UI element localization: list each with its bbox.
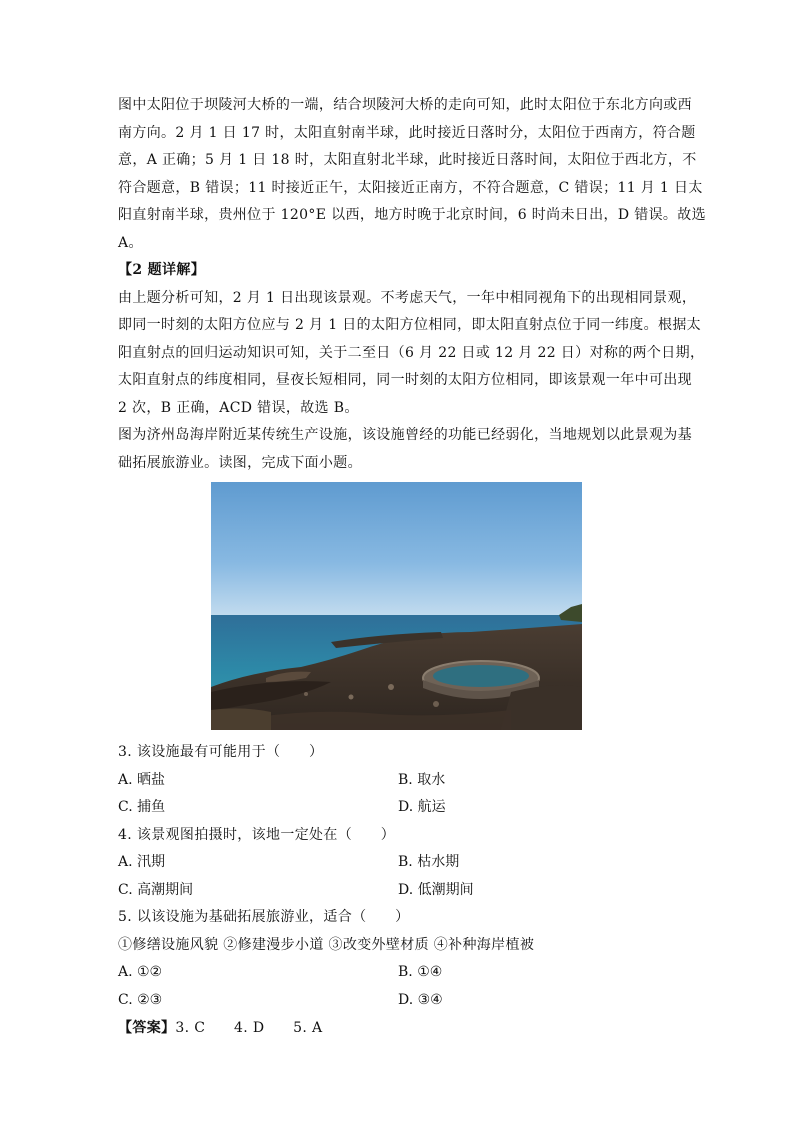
text-line: 2 次，B 正确，ACD 错误，故选 B。 [118, 399, 359, 416]
document-page [118, 92, 706, 1043]
options-row [118, 767, 678, 795]
option-a: A. 汛期 [118, 854, 166, 870]
option-b: B. 枯水期 [398, 854, 460, 870]
photo-illustration [211, 482, 582, 730]
answer-line [118, 1015, 678, 1043]
text-line: A。 [118, 234, 143, 251]
paragraph-intro [118, 422, 692, 477]
option-a: A. 晒盐 [118, 771, 166, 788]
text-line: 阳直射南半球，贵州位于 120°E 以西，地方时晚于北京时间，6 时尚未日出，D 错误。故选 [118, 207, 706, 223]
coastal-facility-photo [211, 482, 582, 730]
option-b: B. ①④ [398, 964, 443, 980]
answer-text: 3. C 4. D 5. A [175, 1020, 323, 1036]
options-row [118, 987, 678, 1015]
question-3 [118, 739, 678, 822]
text-line: 图为济州岛海岸附近某传统生产设施，该设施曾经的功能已经弱化，当地规划以此景观为基 [118, 427, 692, 443]
text-line: 即同一时刻的太阳方位应与 2 月 1 日的太阳方位相同，即太阳直射点位于同一纬度。根据太 [118, 317, 702, 333]
text-line: 意，A 正确；5 月 1 日 18 时，太阳直射北半球，此时接近日落时间，太阳位于西北方，不 [118, 152, 697, 168]
option-d: D. ③④ [398, 991, 443, 1008]
options-row [118, 794, 678, 822]
option-a: A. ①② [118, 964, 163, 980]
text-line: 阳直射点的回归运动知识可知，关于二至日（6 月 22 日或 12 月 22 日）对称的两个日期， [118, 344, 705, 361]
option-c: C. ②③ [118, 991, 163, 1008]
section-heading-q2: 【2 题详解】 [118, 262, 206, 278]
text-line: 由上题分析可知，2 月 1 日出现该景观。不考虑天气，一年中相同视角下的出现相同景观， [118, 289, 697, 306]
text-line: 符合题意，B 错误；11 时接近正午，太阳接近正南方，不符合题意，C 错误；11 月 1 日太 [118, 179, 703, 196]
paragraph-q1-explanation [118, 92, 706, 257]
options-row [118, 959, 678, 987]
options-row [118, 849, 678, 877]
question-4 [118, 822, 678, 905]
question-stem: 4. 该景观图拍摄时，该地一定处在（ ） [118, 826, 396, 843]
text-line: 南方向。2 月 1 日 17 时，太阳直射南半球，此时接近日落时分，太阳位于西南方，符合题 [118, 124, 696, 141]
paragraph-q2-explanation [118, 285, 705, 423]
question-statements: ①修缮设施风貌 ②修建漫步小道 ③改变外壁材质 ④补种海岸植被 [118, 936, 535, 953]
question-stem: 3. 该设施最有可能用于（ ） [118, 744, 324, 760]
option-b: B. 取水 [398, 771, 446, 788]
figure-container [118, 477, 678, 739]
text-line: 太阳直射点的纬度相同，昼夜长短相同，同一时刻的太阳方位相同，即该景观一年中可出现 [118, 372, 692, 388]
text-line: 础拓展旅游业。读图，完成下面小题。 [118, 454, 362, 471]
text-line: 图中太阳位于坝陵河大桥的一端，结合坝陵河大桥的走向可知，此时太阳位于东北方向或西 [118, 97, 692, 113]
answer-label: 【答案】 [118, 1020, 176, 1036]
option-d: D. 航运 [398, 799, 446, 815]
options-row [118, 877, 678, 905]
option-c: C. 高潮期间 [118, 881, 194, 898]
question-stem: 5. 以该设施为基础拓展旅游业，适合（ ） [118, 909, 410, 925]
question-5 [118, 904, 678, 1014]
option-d: D. 低潮期间 [398, 881, 474, 898]
option-c: C. 捕鱼 [118, 799, 166, 815]
